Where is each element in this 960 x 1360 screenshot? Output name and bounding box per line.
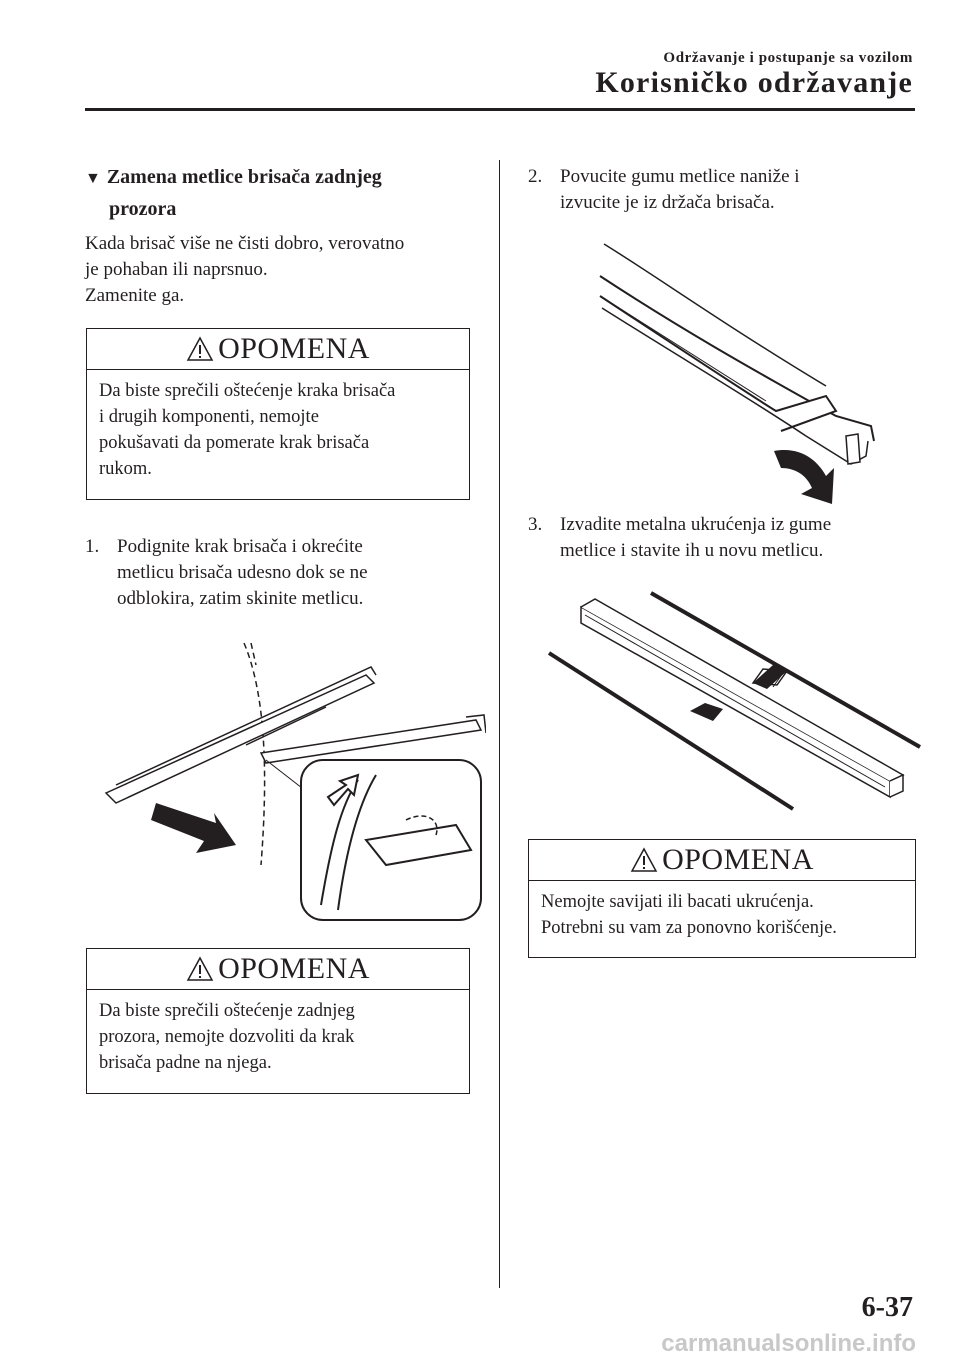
warning-triangle-icon <box>186 336 214 362</box>
caution-header: OPOMENA <box>87 949 469 990</box>
header-rule <box>85 108 915 111</box>
wiper-removal-illustration <box>96 635 486 925</box>
watermark: carmanualsonline.info <box>661 1330 916 1357</box>
caution-header: OPOMENA <box>529 840 915 881</box>
column-divider <box>499 160 500 1288</box>
running-header-chapter: Korisničko održavanje <box>595 66 913 99</box>
page-number: 6-37 <box>861 1292 913 1323</box>
running-header-section: Održavanje i postupanje sa vozilom <box>663 50 913 66</box>
caution-text: Da biste sprečili oštećenje zadnjeg prozora, nemojte dozvoliti da krak brisača padne na njega. <box>99 1001 355 1073</box>
step-2: 2. Povucite gumu metlice naniže i izvucite je iz držača brisača. <box>528 166 800 213</box>
caution-box-1 <box>86 328 470 500</box>
intro-paragraph: Kada brisač više ne čisti dobro, verovatno je pohaban ili naprsnuo. Zamenite ga. <box>85 233 405 306</box>
warning-triangle-icon <box>186 956 214 982</box>
step-1: 1. Podignite krak brisača i okrećite metlicu brisača udesno dok se ne odblokira, zatim skinite metlicu. <box>85 536 368 609</box>
caution-text: Da biste sprečili oštećenje kraka brisača i drugih komponenti, nemojte pokušavati da pomerate krak brisača rukom. <box>99 381 396 479</box>
section-title: ▼ Zamena metlice brisača zadnjeg prozora <box>85 166 382 220</box>
caution-box-2 <box>86 948 470 1094</box>
warning-triangle-icon <box>630 847 658 873</box>
caution-box-3 <box>528 839 916 958</box>
caution-text: Nemojte savijati ili bacati ukrućenja. Potrebni su vam za ponovno korišćenje. <box>541 892 837 938</box>
stiffener-transfer-illustration <box>545 585 925 815</box>
step-3: 3. Izvadite metalna ukrućenja iz gume metlice i stavite ih u novu metlicu. <box>528 514 832 561</box>
triangle-down-icon: ▼ <box>85 170 101 187</box>
caution-header: OPOMENA <box>87 329 469 370</box>
rubber-pull-illustration <box>596 236 886 506</box>
